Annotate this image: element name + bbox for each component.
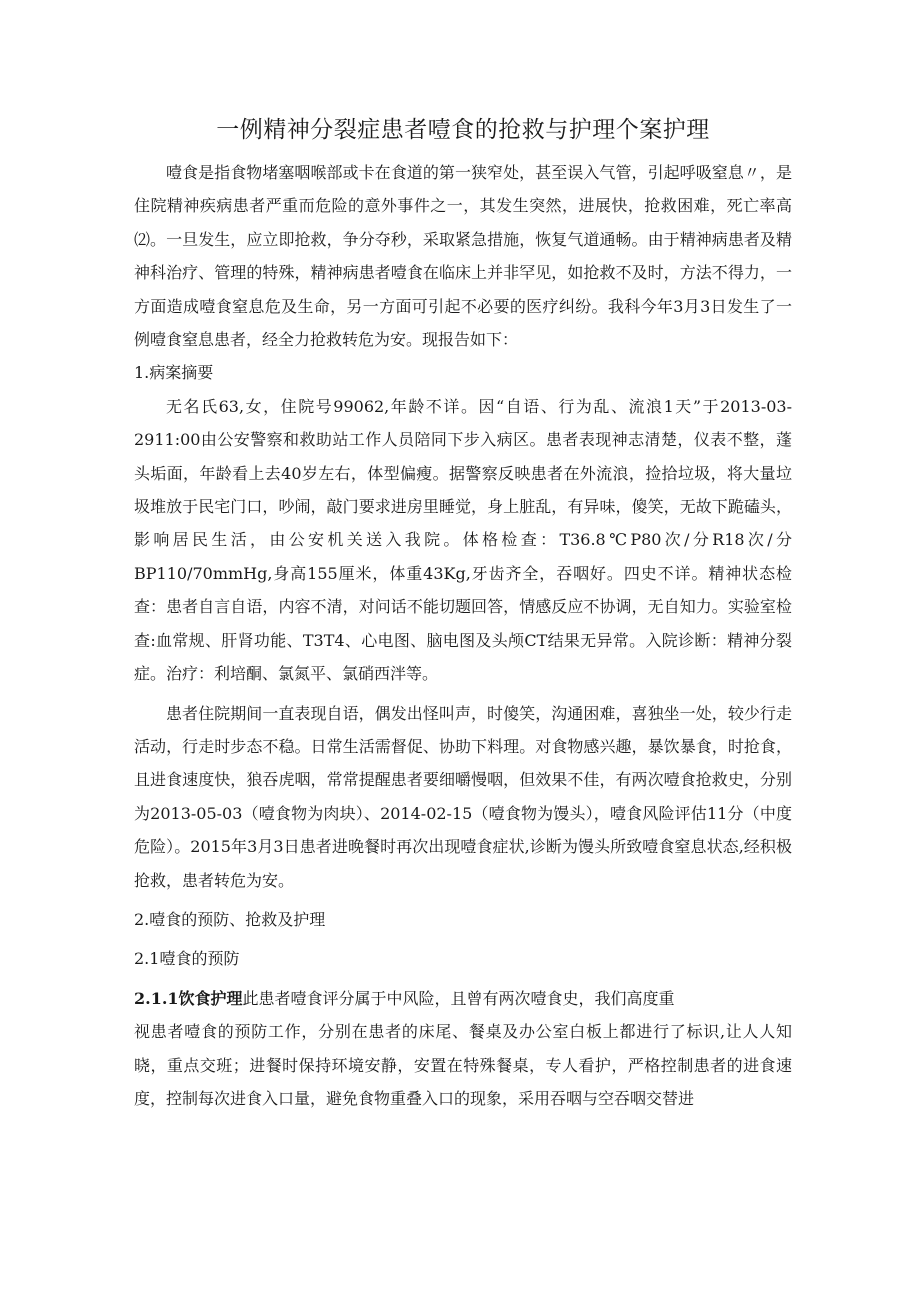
case-summary-paragraph-1: 无名氏63,女，住院号99062,年龄不详。因“自语、行为乱、流浪1天”于2013-03-2911:00由公安警察和救助站工作人员陪同下步入病区。患者表现神志清楚，仪表不整，蓬头垢面，年龄看上去40岁左右，体型偏瘦。据警察反映患者在外流浪，捡拾垃圾，将大量垃圾堆放于民宅门口，吵闹，敲门要求进房里睡觉，身上脏乱，有异味，傻笑，无故下跪磕头，影响居民生活，由公安机关送入我院。体格检查：T36.8℃P80次/分R18次/分BP110/70mmHg,身高155厘米，体重43Kg,牙齿齐全，吞咽好。四史不详。精神状态检查：患者自言自语，内容不清，对问话不能切题回答，情感反应不协调，无自知力。实验室检查:血常规、肝肾功能、T3T4、心电图、脑电图及头颅CT结果无异常。入院诊断：精神分裂症。治疗：利培酮、氯氮平、氯硝西泮等。 bbox=[134, 396, 792, 684]
section-2-1-1-label: 2.1.1饮食护理 bbox=[134, 988, 243, 1008]
case-summary-paragraph-2: 患者住院期间一直表现自语，偶发出怪叫声，时傻笑，沟通困难，喜独坐一处，较少行走活动，行走时步态不稳。日常生活需督促、协助下料理。对食物感兴趣，暴饮暴食，时抢食，且进食速度快，狼吞虎咽，常常提醒患者要细嚼慢咽，但效果不佳，有两次噎食抢救史，分别为2013-05-03（噎食物为肉块）、2014-02-15（噎食物为馒头），噎食风险评估11分（中度危险）。2015年3月3日患者进晚餐时再次出现噎食症状,诊断为馒头所致噎食窒息状态,经积极抢救，患者转危为安。 bbox=[134, 703, 792, 890]
section-2-1-1-paragraph-continued: 视患者噎食的预防工作，分别在患者的床尾、餐桌及办公室白板上都进行了标识,让人人知晓，重点交班；进餐时保持环境安静，安置在特殊餐桌，专人看护，严格控制患者的进食速度，控制每次进食入口量，避免食物重叠入口的现象，采用吞咽与空吞咽交替进 bbox=[134, 1022, 792, 1108]
section-2-heading: 2.噎食的预防、抢救及护理 bbox=[134, 909, 326, 929]
document-title: 一例精神分裂症患者噎食的抢救与护理个案护理 bbox=[216, 117, 710, 143]
section-2-1-heading: 2.1噎食的预防 bbox=[134, 949, 240, 969]
section-2-1-1-paragraph-lead bbox=[134, 982, 792, 1015]
section-1-heading: 1.病案摘要 bbox=[134, 363, 214, 383]
section-2-1-1-lead-text: 此患者噎食评分属于中风险，且曾有两次噎食史，我们高度重 bbox=[242, 988, 675, 1008]
intro-paragraph: 噎食是指食物堵塞咽喉部或卡在食道的第一狭窄处，甚至误入气管，引起呼吸窒息〃，是住院精神疾病患者严重而危险的意外事件之一，其发生突然，进展快，抢救困难，死亡率高⑵。一旦发生，应立即抢救，争分夺秒，采取紧急措施，恢复气道通畅。由于精神病患者及精神科治疗、管理的特殊，精神病患者噎食在临床上并非罕见，如抢救不及时，方法不得力，一方面造成噎食窒息危及生命，另一方面可引起不必要的医疗纠纷。我科今年3月3日发生了一例噎食窒息患者，经全力抢救转危为安。现报告如下： bbox=[134, 163, 792, 350]
